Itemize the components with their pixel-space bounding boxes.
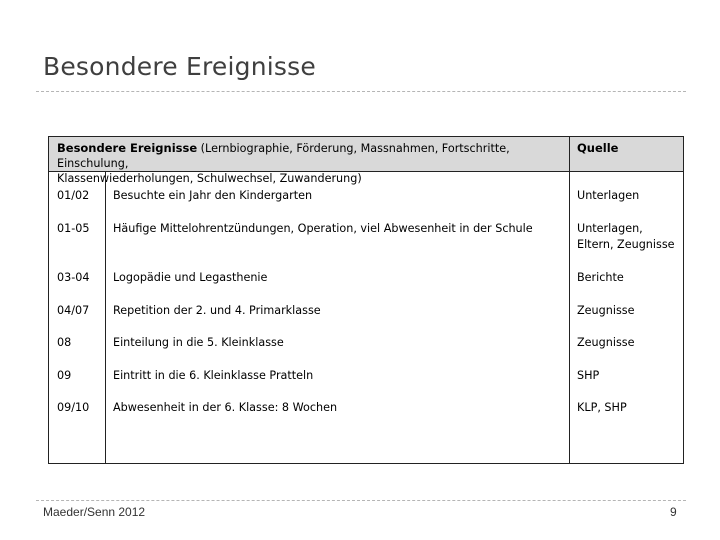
row-event: Häufige Mittelohrentzündungen, Operation, viel Abwesenheit in der Schule — [113, 222, 533, 235]
row-date: 09 — [57, 369, 72, 382]
events-table — [48, 136, 684, 464]
row-event: Logopädie und Legasthenie — [113, 271, 268, 284]
row-date: 09/10 — [57, 401, 90, 414]
row-event: Einteilung in die 5. Kleinklasse — [113, 336, 284, 349]
row-date: 04/07 — [57, 304, 90, 317]
row-event: Eintritt in die 6. Kleinklasse Pratteln — [113, 369, 314, 382]
table-header — [49, 137, 683, 185]
row-source: KLP, SHP — [577, 401, 627, 414]
footer-author: Maeder/Senn 2012 — [43, 505, 146, 519]
page-number: 9 — [670, 505, 677, 519]
header-events-title: Besondere Ereignisse — [57, 141, 198, 155]
footer-divider — [36, 500, 686, 501]
row-date: 01-05 — [57, 222, 90, 235]
header-events-categories: (Lernbiographie, Förderung, Massnahmen, Fortschritte, Einschulung, — [57, 142, 510, 170]
slide-title: Besondere Ereignisse — [43, 52, 316, 81]
row-source-cont: Eltern, Zeugnisse — [577, 238, 675, 251]
column-divider-source — [569, 172, 570, 463]
row-source: SHP — [577, 369, 600, 382]
row-date: 08 — [57, 336, 72, 349]
row-source: Unterlagen — [577, 189, 640, 202]
header-source: Quelle — [577, 141, 619, 155]
column-divider-date — [105, 172, 106, 463]
row-event: Besuchte ein Jahr den Kindergarten — [113, 189, 313, 202]
row-source: Zeugnisse — [577, 336, 635, 349]
row-event: Repetition der 2. und 4. Primarklasse — [113, 304, 321, 317]
row-event: Abwesenheit in der 6. Klasse: 8 Wochen — [113, 401, 338, 414]
row-source: Berichte — [577, 271, 624, 284]
header-events-categories-cont: Klassenwiederholungen, Schulwechsel, Zuwanderung) — [57, 172, 362, 185]
row-source: Zeugnisse — [577, 304, 635, 317]
header-column-divider — [569, 137, 570, 172]
title-divider — [36, 91, 686, 92]
row-date: 03-04 — [57, 271, 90, 284]
row-source: Unterlagen, — [577, 222, 643, 235]
row-date: 01/02 — [57, 189, 90, 202]
header-events-cell — [57, 141, 557, 186]
